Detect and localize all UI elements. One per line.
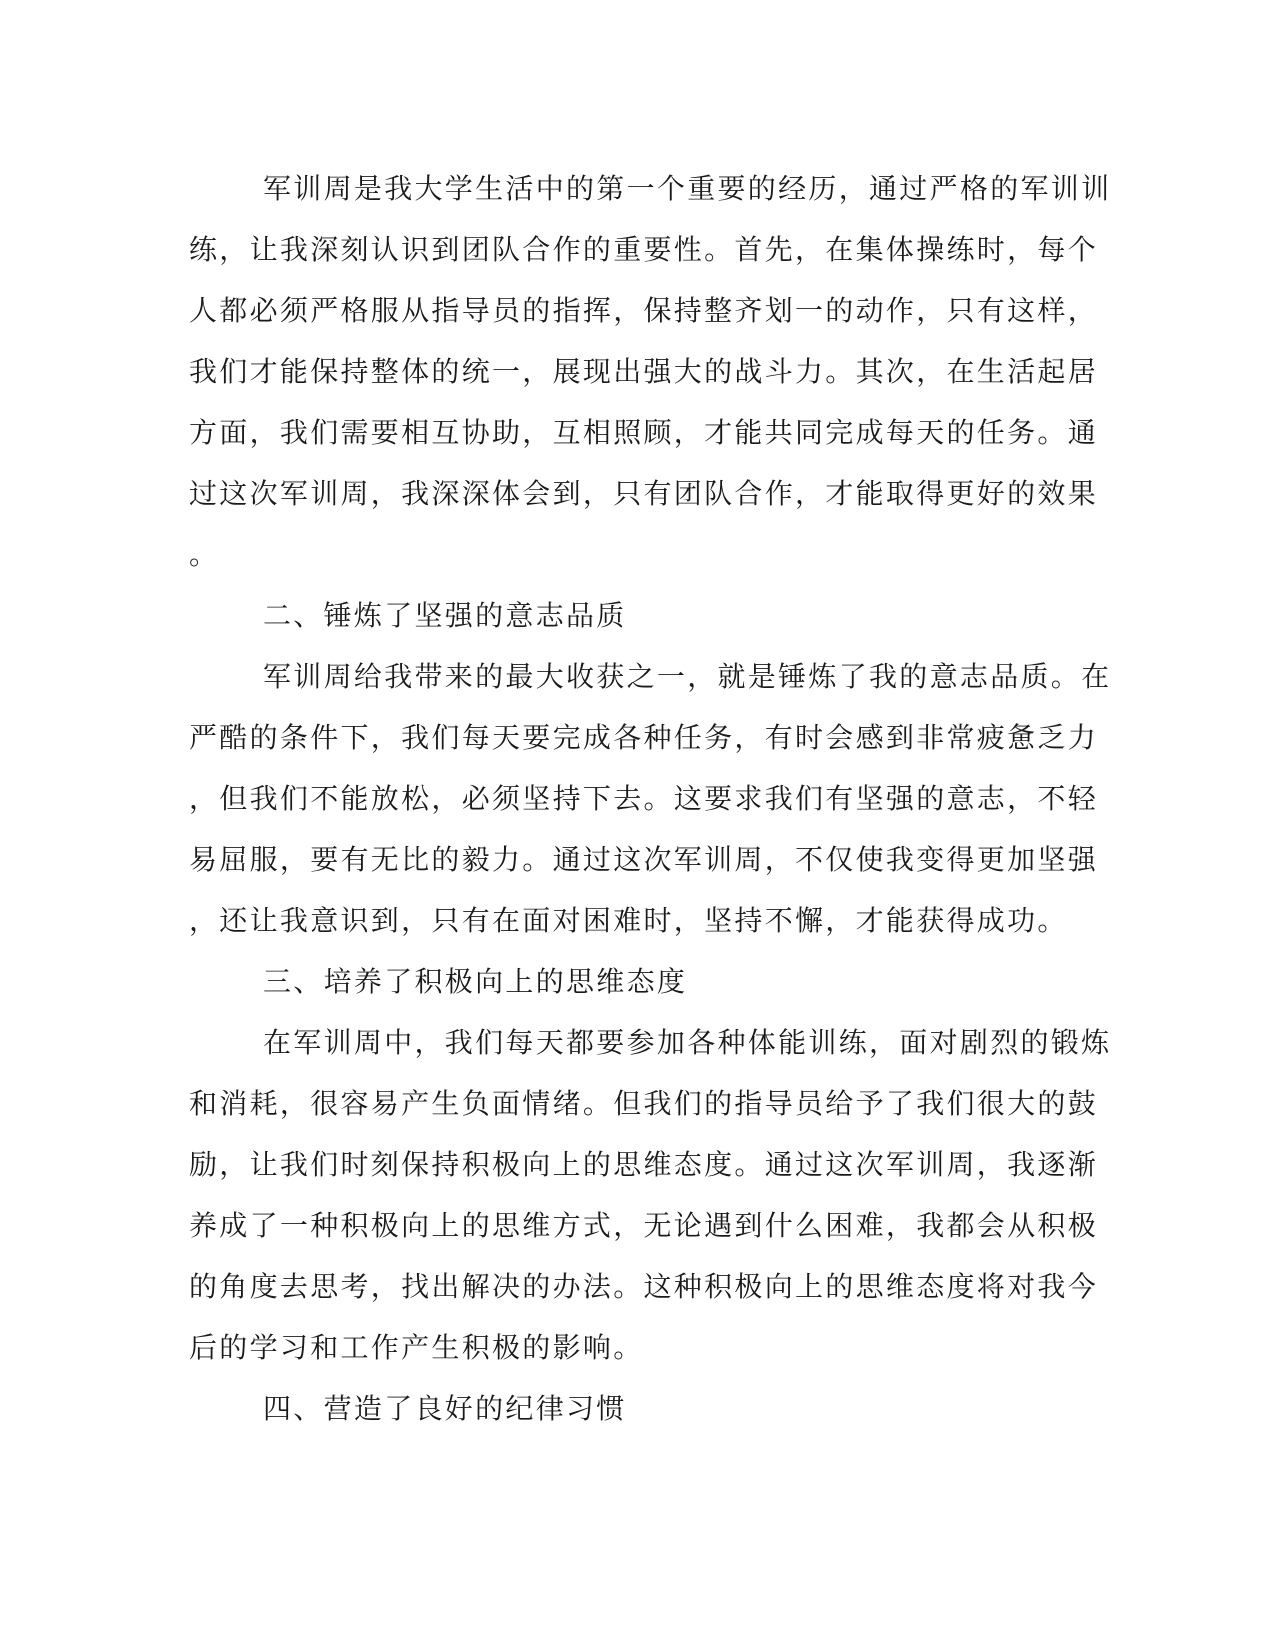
section-heading: 二、锤炼了坚强的意志品质 — [263, 599, 627, 632]
paragraph-line: 严酷的条件下，我们每天要完成各种任务，有时会感到非常疲惫乏力 — [189, 721, 1099, 754]
paragraph-line: 在军训周中，我们每天都要参加各种体能训练，面对剧烈的锻炼 — [263, 1026, 1112, 1059]
paragraph-line: 励，让我们时刻保持积极向上的思维态度。通过这次军训周，我逐渐 — [189, 1148, 1099, 1181]
paragraph-line: 和消耗，很容易产生负面情绪。但我们的指导员给予了我们很大的鼓 — [189, 1087, 1099, 1120]
paragraph-line: 人都必须严格服从指导员的指挥，保持整齐划一的动作，只有这样， — [189, 294, 1099, 327]
paragraph-line: 的角度去思考，找出解决的办法。这种积极向上的思维态度将对我今 — [189, 1270, 1099, 1303]
paragraph-line: 军训周给我带来的最大收获之一，就是锤炼了我的意志品质。在 — [263, 660, 1112, 693]
paragraph-line: 。 — [189, 538, 220, 571]
section-heading: 三、培养了积极向上的思维态度 — [263, 965, 688, 998]
paragraph-line: 过这次军训周，我深深体会到，只有团队合作，才能取得更好的效果 — [189, 477, 1099, 510]
paragraph-line: 易屈服，要有无比的毅力。通过这次军训周，不仅使我变得更加坚强 — [189, 843, 1099, 876]
paragraph-line: 军训周是我大学生活中的第一个重要的经历，通过严格的军训训 — [263, 172, 1112, 205]
section-heading: 四、营造了良好的纪律习惯 — [263, 1392, 627, 1425]
paragraph-line: 我们才能保持整体的统一，展现出强大的战斗力。其次，在生活起居 — [189, 355, 1099, 388]
paragraph-line: 后的学习和工作产生积极的影响。 — [189, 1331, 644, 1364]
paragraph-line: 方面，我们需要相互协助，互相照顾，才能共同完成每天的任务。通 — [189, 416, 1099, 449]
paragraph-line: 练，让我深刻认识到团队合作的重要性。首先，在集体操练时，每个 — [189, 233, 1099, 266]
paragraph-line: ，但我们不能放松，必须坚持下去。这要求我们有坚强的意志，不轻 — [189, 782, 1099, 815]
paragraph-line: ，还让我意识到，只有在面对困难时，坚持不懈，才能获得成功。 — [189, 904, 1068, 937]
paragraph-line: 养成了一种积极向上的思维方式，无论遇到什么困难，我都会从积极 — [189, 1209, 1099, 1242]
body-text — [189, 158, 1112, 1439]
